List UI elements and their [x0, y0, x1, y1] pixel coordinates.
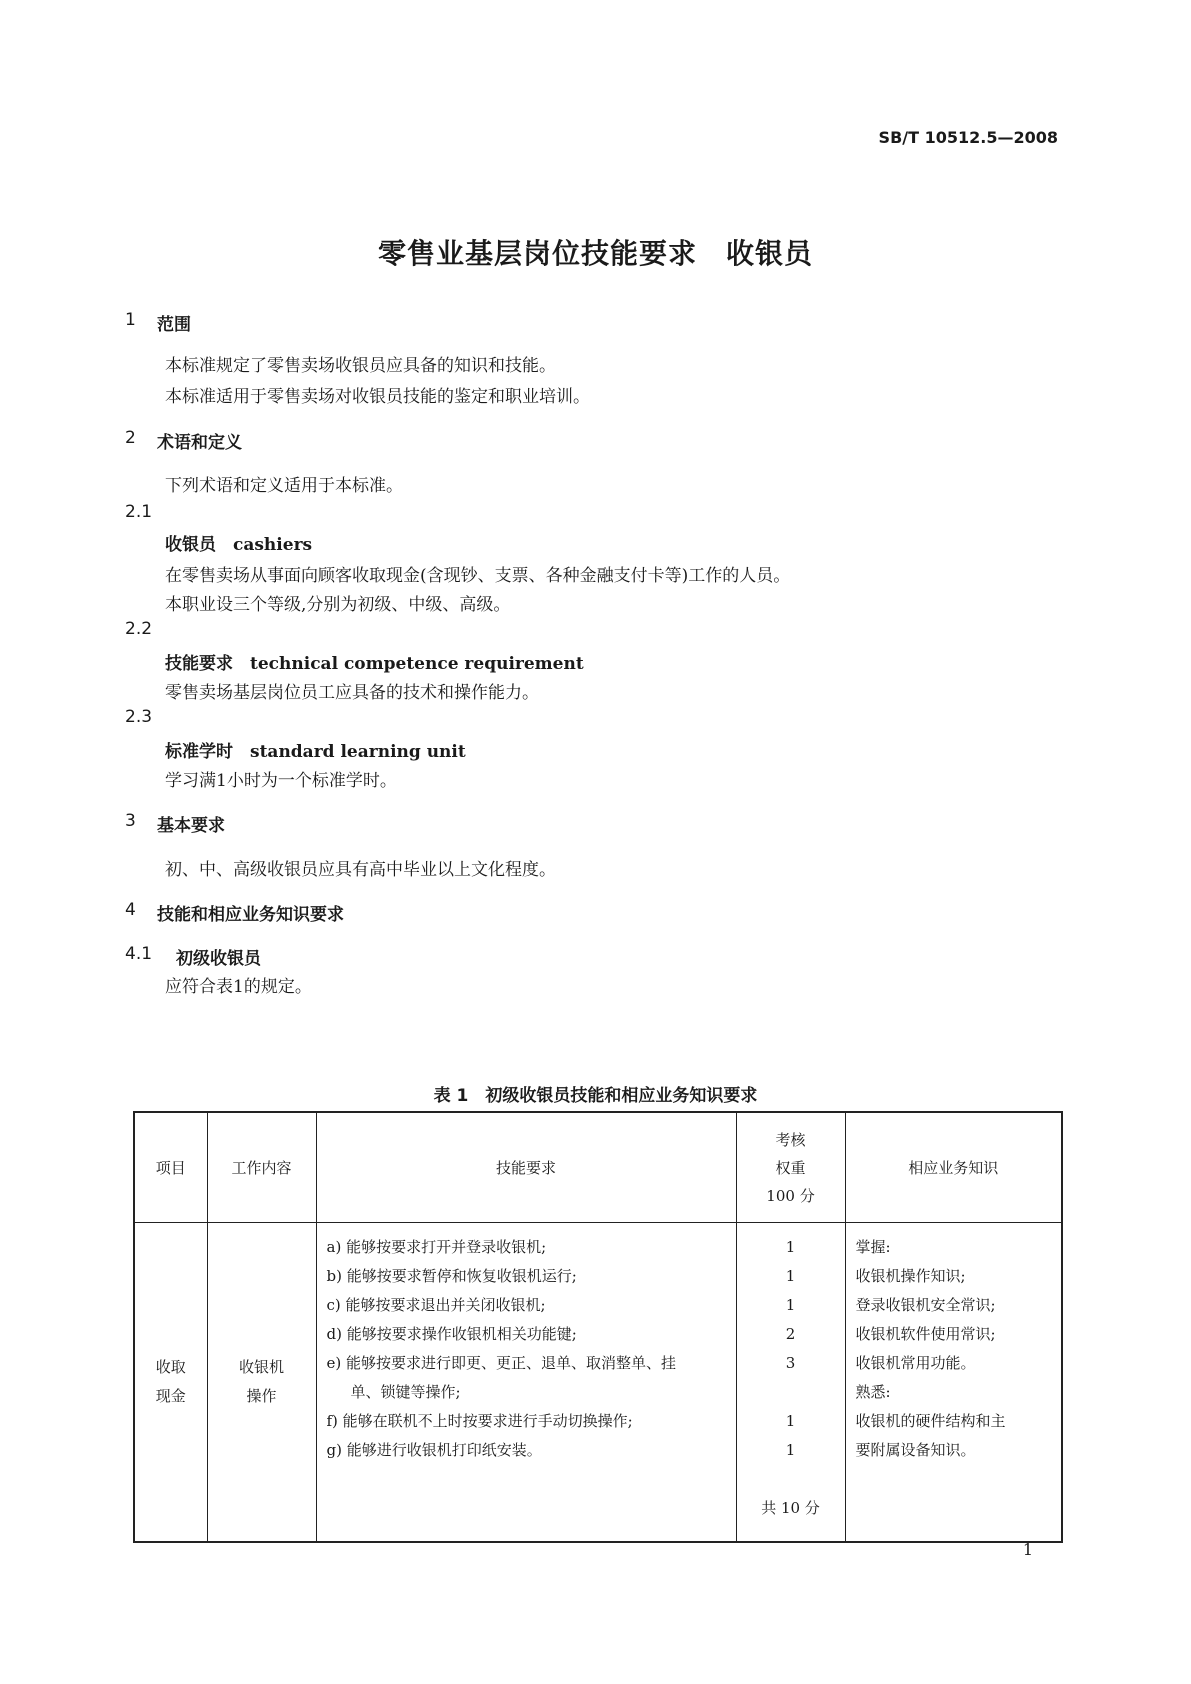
header-weight-line-2: 权重 [775, 1158, 806, 1177]
knowledge-line: 掌握: [855, 1238, 891, 1256]
knowledge-line: 收银机软件使用常识; [855, 1325, 996, 1343]
standard-code: SB/T 10512.5—2008 [878, 128, 1058, 147]
term-2-2-number: 2.2 [125, 619, 153, 639]
weight-g: 1 [785, 1441, 796, 1459]
weight-f: 1 [785, 1412, 796, 1430]
cell-related-knowledge [845, 1223, 1062, 1543]
skill-g: g) 能够进行收银机打印纸安装。 [326, 1441, 542, 1459]
cell-item [134, 1223, 207, 1543]
cell-item-line-2: 现金 [155, 1387, 186, 1405]
knowledge-line: 要附属设备知识。 [855, 1441, 976, 1459]
section-3-para: 初、中、高级收银员应具有高中毕业以上文化程度。 [165, 860, 556, 880]
table-row [134, 1223, 1062, 1543]
section-4-1-para: 应符合表1的规定。 [165, 977, 312, 997]
cell-work-line-1: 收银机 [238, 1358, 284, 1376]
knowledge-line: 登录收银机安全常识; [855, 1296, 996, 1314]
weight-total: 共 10 分 [761, 1499, 820, 1517]
term-2-1-para-2: 本职业设三个等级,分别为初级、中级、高级。 [165, 595, 511, 615]
skill-f: f) 能够在联机不上时按要求进行手动切换操作; [326, 1412, 633, 1430]
knowledge-line: 收银机常用功能。 [855, 1354, 976, 1372]
weight-b: 1 [785, 1267, 796, 1285]
weight-spacer [737, 1378, 845, 1407]
term-2-1-heading: 收银员 cashiers [165, 535, 313, 555]
page-number: 1 [1022, 1540, 1033, 1559]
cell-work-line-2: 操作 [246, 1387, 277, 1405]
section-2-title: 术语和定义 [157, 433, 242, 453]
section-2-number: 2 [125, 428, 136, 448]
term-2-1-para-1: 在零售卖场从事面向顾客收取现金(含现钞、支票、各种金融支付卡等)工作的人员。 [165, 566, 791, 586]
term-2-3-para-1: 学习满1小时为一个标准学时。 [165, 771, 397, 791]
knowledge-line: 收银机的硬件结构和主 [855, 1412, 1006, 1430]
section-1-number: 1 [125, 310, 136, 330]
term-2-2-heading: 技能要求 technical competence requirement [165, 654, 584, 674]
header-weight-line-3: 100 分 [766, 1186, 815, 1205]
header-weight [736, 1112, 845, 1223]
table-caption: 表 1 初级收银员技能和相应业务知识要求 [433, 1086, 758, 1106]
skill-e: e) 能够按要求进行即更、更正、退单、取消整单、挂 [326, 1354, 676, 1372]
skill-a: a) 能够按要求打开并登录收银机; [326, 1238, 547, 1256]
cell-item-line-1: 收取 [155, 1358, 186, 1376]
table-header-row [134, 1112, 1062, 1223]
knowledge-line: 熟悉: [855, 1383, 891, 1401]
section-1-para-1: 本标准规定了零售卖场收银员应具备的知识和技能。 [165, 356, 556, 376]
section-4-title: 技能和相应业务知识要求 [157, 905, 344, 925]
section-3-number: 3 [125, 811, 136, 831]
term-2-3-heading: 标准学时 standard learning unit [165, 742, 466, 762]
skill-c: c) 能够按要求退出并关闭收银机; [326, 1296, 546, 1314]
requirements-table [133, 1111, 1063, 1543]
weight-a: 1 [785, 1238, 796, 1256]
section-2-intro: 下列术语和定义适用于本标准。 [165, 476, 403, 496]
section-1-title: 范围 [157, 315, 191, 335]
header-skill-requirements: 技能要求 [316, 1112, 736, 1223]
cell-weights [736, 1223, 845, 1543]
skill-d: d) 能够按要求操作收银机相关功能键; [326, 1325, 577, 1343]
weight-c: 1 [785, 1296, 796, 1314]
weight-d: 2 [785, 1325, 796, 1343]
cell-work-content [207, 1223, 316, 1543]
header-weight-line-1: 考核 [775, 1130, 806, 1149]
skill-b: b) 能够按要求暂停和恢复收银机运行; [326, 1267, 577, 1285]
document-title: 零售业基层岗位技能要求 收银员 [377, 237, 813, 270]
header-related-knowledge: 相应业务知识 [845, 1112, 1062, 1223]
knowledge-line: 收银机操作知识; [855, 1267, 966, 1285]
term-2-3-number: 2.3 [125, 707, 153, 727]
term-2-1-number: 2.1 [125, 502, 153, 522]
section-1-para-2: 本标准适用于零售卖场对收银员技能的鉴定和职业培训。 [165, 387, 590, 407]
weight-e: 3 [785, 1354, 796, 1372]
header-work-content: 工作内容 [207, 1112, 316, 1223]
term-2-2-para-1: 零售卖场基层岗位员工应具备的技术和操作能力。 [165, 683, 539, 703]
section-4-1-title: 初级收银员 [176, 949, 261, 969]
skill-e-continued: 单、锁键等操作; [350, 1383, 461, 1401]
section-3-title: 基本要求 [157, 816, 225, 836]
section-4-number: 4 [125, 900, 136, 920]
section-4-1-number: 4.1 [125, 944, 153, 964]
cell-skill-requirements [316, 1223, 736, 1543]
header-item: 项目 [134, 1112, 207, 1223]
